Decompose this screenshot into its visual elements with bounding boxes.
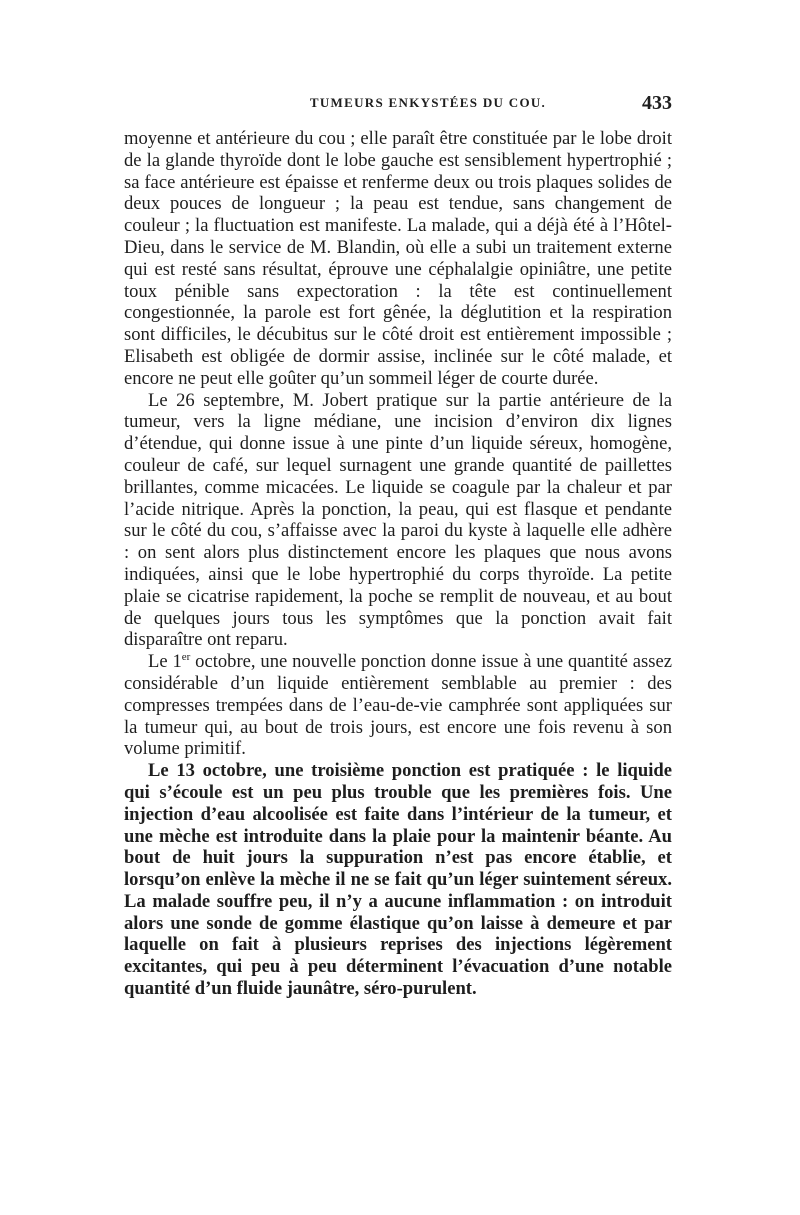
body-text [124,128,672,1000]
paragraph-1: moyenne et antérieure du cou ; elle paraît être constituée par le lobe droit de la glande thyroïde dont le lobe gauche est sensiblement hypertrophié ; sa face antérieure est épaisse et renferme deux ou trois plaques solides de deux pouces de longueur ; la peau est tendue, sans changement de couleur ; la fluctuation est manifeste. La malade, qui a déjà été à l’Hôtel-Dieu, dans le service de M. Blandin, où elle a subi un traitement externe qui est resté sans résultat, éprouve une céphalalgie opiniâtre, une petite toux pénible sans expectoration : la tête est continuellement congestionnée, la parole est fort gênée, la déglutition et la respiration sont difficiles, le décubitus sur le côté droit est entièrement impossible ; Elisabeth est obligée de dormir assise, inclinée sur le côté malade, et encore ne peut elle goûter qu’un sommeil léger de courte durée. [124,128,672,389]
paragraph-4: Le 13 octobre, une troisième ponction est pratiquée : le liquide qui s’écoule est un peu plus trouble que les premières fois. Une injection d’eau alcoolisée est faite dans l’intérieur de la tumeur, et une mèche est introduite dans la plaie pour la maintenir béante. Au bout de huit jours la suppuration n’est pas encore établie, et lorsqu’on enlève la mèche il ne se fait qu’un léger suintement séreux. La malade souffre peu, il n’y a aucune inflammation : on introduit alors une sonde de gomme élastique qu’on laisse à demeure et par laquelle on fait à plusieurs reprises des injections légèrement excitantes, qui peu à peu déterminent l’évacuation d’une notable quantité d’un fluide jaunâtre, séro-purulent. [124,760,672,1000]
paragraph-3 [124,651,672,760]
paragraph-2: Le 26 septembre, M. Jobert pratique sur la partie antérieure de la tumeur, vers la ligne médiane, une incision d’environ dix lignes d’étendue, qui donne issue à une pinte d’un liquide séreux, homogène, couleur de café, sur lequel surnagent une grande quantité de paillettes brillantes, comme micacées. Le liquide se coagule par la chaleur et par l’acide nitrique. Après la ponction, la peau, qui est flasque et pendante sur le côté du cou, s’affaisse avec la paroi du kyste à laquelle elle adhère : on sent alors plus distinctement encore les plaques que nous avons indiquées, ainsi que le lobe hypertrophié du corps thyroïde. La petite plaie se cicatrise rapidement, la poche se remplit de nouveau, et au bout de quelques jours tous les symptômes que la ponction avait fait disparaître ont reparu. [124,389,672,651]
ordinal-superscript: er [181,650,191,663]
running-title: TUMEURS ENKYSTÉES DU COU. [309,95,547,110]
paragraph-3-start: Le 1 [148,651,182,673]
page-header [124,92,672,121]
paragraph-3-rest: octobre, une nouvelle ponction donne issue à une quantité assez considérable d’un liquide entièrement semblable au premier : des compresses trempées dans de l’eau-de-vie camphrée sont appliquées sur la tumeur qui, au bout de trois jours, est encore une fois revenu à son volume primitif. [124,651,672,760]
page-number: 433 [642,92,672,114]
